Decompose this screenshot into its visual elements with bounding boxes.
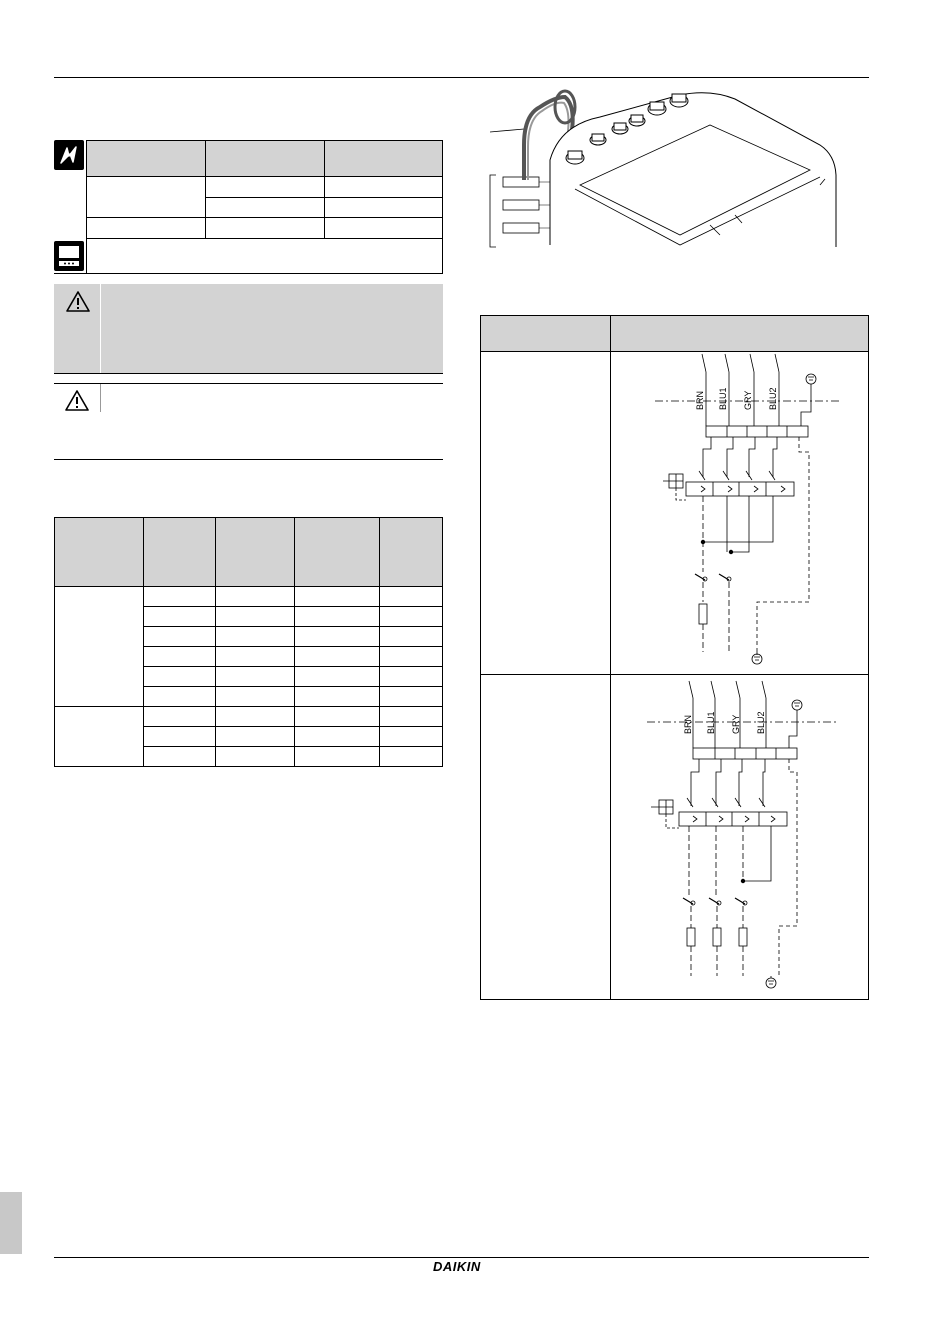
header-rule [54,77,869,78]
wire-label-blu1-1: BLU1 [718,387,728,410]
power-supply-icon [54,140,84,170]
wiring-diagram-2 [611,676,869,996]
data-table [54,517,443,767]
spec-table [86,140,443,274]
unit-top-illustration [480,85,870,255]
caution-box [54,284,443,373]
warning-left-divider [100,384,101,412]
caution-bottom-rule [54,373,443,374]
side-tab [0,1192,22,1254]
wire-label-brn-2: BRN [683,714,693,734]
warning-bottom-rule [54,459,443,460]
wire-label-blu1-2: BLU1 [706,711,716,734]
wire-label-blu2-1: BLU2 [768,387,778,410]
daikin-logo: DAIKIN [433,1259,481,1274]
user-interface-icon [54,241,84,271]
spec-table-outer-line [54,273,443,274]
wiring-diagram-1 [611,352,869,672]
wire-label-brn-1: BRN [695,390,705,410]
wire-label-gry-2: GRY [731,714,741,734]
footer-rule [54,1257,869,1258]
wire-label-blu2-2: BLU2 [756,711,766,734]
caution-icon [66,291,90,312]
warning-icon [65,390,89,411]
wire-label-gry-1: GRY [743,390,753,410]
warning-top-rule [54,383,443,384]
